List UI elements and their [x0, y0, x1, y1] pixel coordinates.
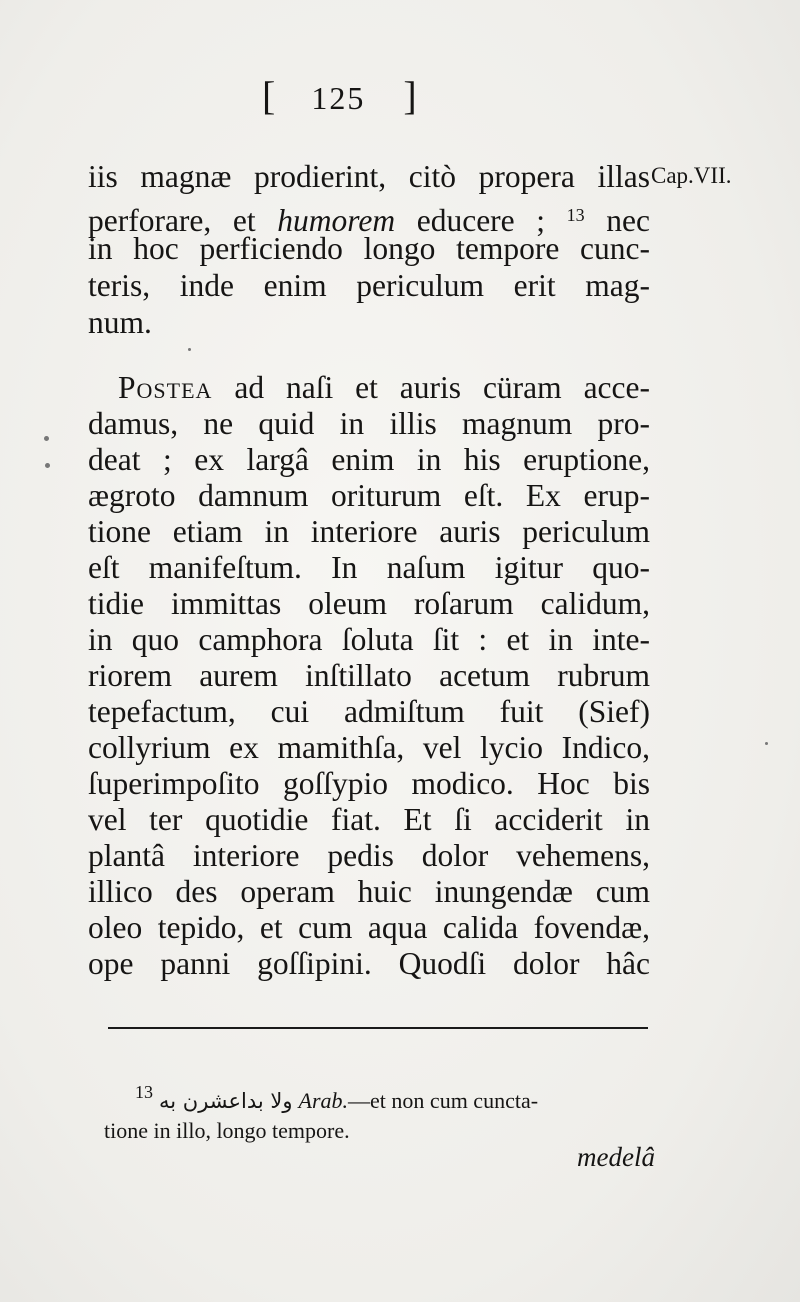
margin-note-chapter: Cap.VII. [651, 163, 732, 188]
footnote-ref: 13 [566, 205, 585, 225]
text-line: ægroto damnum oriturum eſt. Ex erup- [88, 478, 650, 513]
footnote-number: 13 [135, 1082, 153, 1102]
text-run: educere ; [395, 203, 567, 238]
text-line: riorem aurem inſtillato acetum rubrum [88, 658, 650, 693]
footnote-line: tione in illo, longo tempore. [104, 1118, 350, 1143]
paper-speck [765, 742, 768, 745]
text-line: vel ter quotidie fiat. Et ſi acciderit in [88, 802, 650, 837]
text-run: perforare, et [88, 203, 278, 238]
text-line [118, 369, 650, 407]
text-line: damus, ne quid in illis magnum pro- [88, 406, 650, 441]
text-line: deat ; ex largâ enim in his eruptione, [88, 442, 650, 477]
text-line: illico des operam huic inungendæ cum [88, 874, 650, 909]
arabic-text: ولا بداعشرن به [159, 1089, 293, 1113]
italic-word: humorem [277, 203, 396, 238]
text-line: oleo tepido, et cum aqua calida fovendæ, [88, 910, 650, 945]
text-run: ad naſi et auris cüram acce- [212, 370, 650, 405]
paper-speck [188, 348, 191, 351]
footnote-lang-label: Arab. [298, 1088, 349, 1113]
page-number: 125 [311, 80, 366, 116]
footnote-line [135, 1078, 538, 1115]
page-header [262, 72, 419, 119]
text-line: ſuperimpoſito goſſypio modico. Hoc bis [88, 766, 650, 801]
text-line: iis magnæ prodierint, citò propera illas [88, 159, 650, 194]
text-line: tidie immittas oleum roſarum calidum, [88, 586, 650, 621]
bracket-close: ] [403, 73, 419, 118]
small-caps-lead: Postea [118, 370, 213, 405]
text-line: in hoc perficiendo longo tempore cunc- [88, 231, 650, 266]
bracket-open: [ [262, 73, 278, 118]
footnote-divider [108, 1027, 648, 1029]
text-line: eſt manifeſtum. In naſum igitur quo- [88, 550, 650, 585]
paper-speck [44, 436, 49, 441]
footnote-text: —et non cum cunctа- [348, 1088, 539, 1113]
text-line: tione etiam in interiore auris periculum [88, 514, 650, 549]
text-line: num. [88, 305, 152, 340]
text-line: ope panni goſſipini. Quodſi dolor hâc [88, 946, 650, 981]
paper-speck [45, 463, 50, 468]
text-line: collyrium ex mamithſa, vel lycio Indico, [88, 730, 650, 765]
text-line: teris, inde enim periculum erit mag- [88, 268, 650, 303]
text-line: in quo camphora ſoluta ſit : et in inte- [88, 622, 650, 657]
text-line: plantâ interiore pedis dolor vehemens, [88, 838, 650, 873]
text-line: tepefactum, cui admiſtum fuit (Sief) [88, 694, 650, 729]
text-run: nec [584, 203, 651, 238]
catchword: medelâ [577, 1142, 655, 1172]
